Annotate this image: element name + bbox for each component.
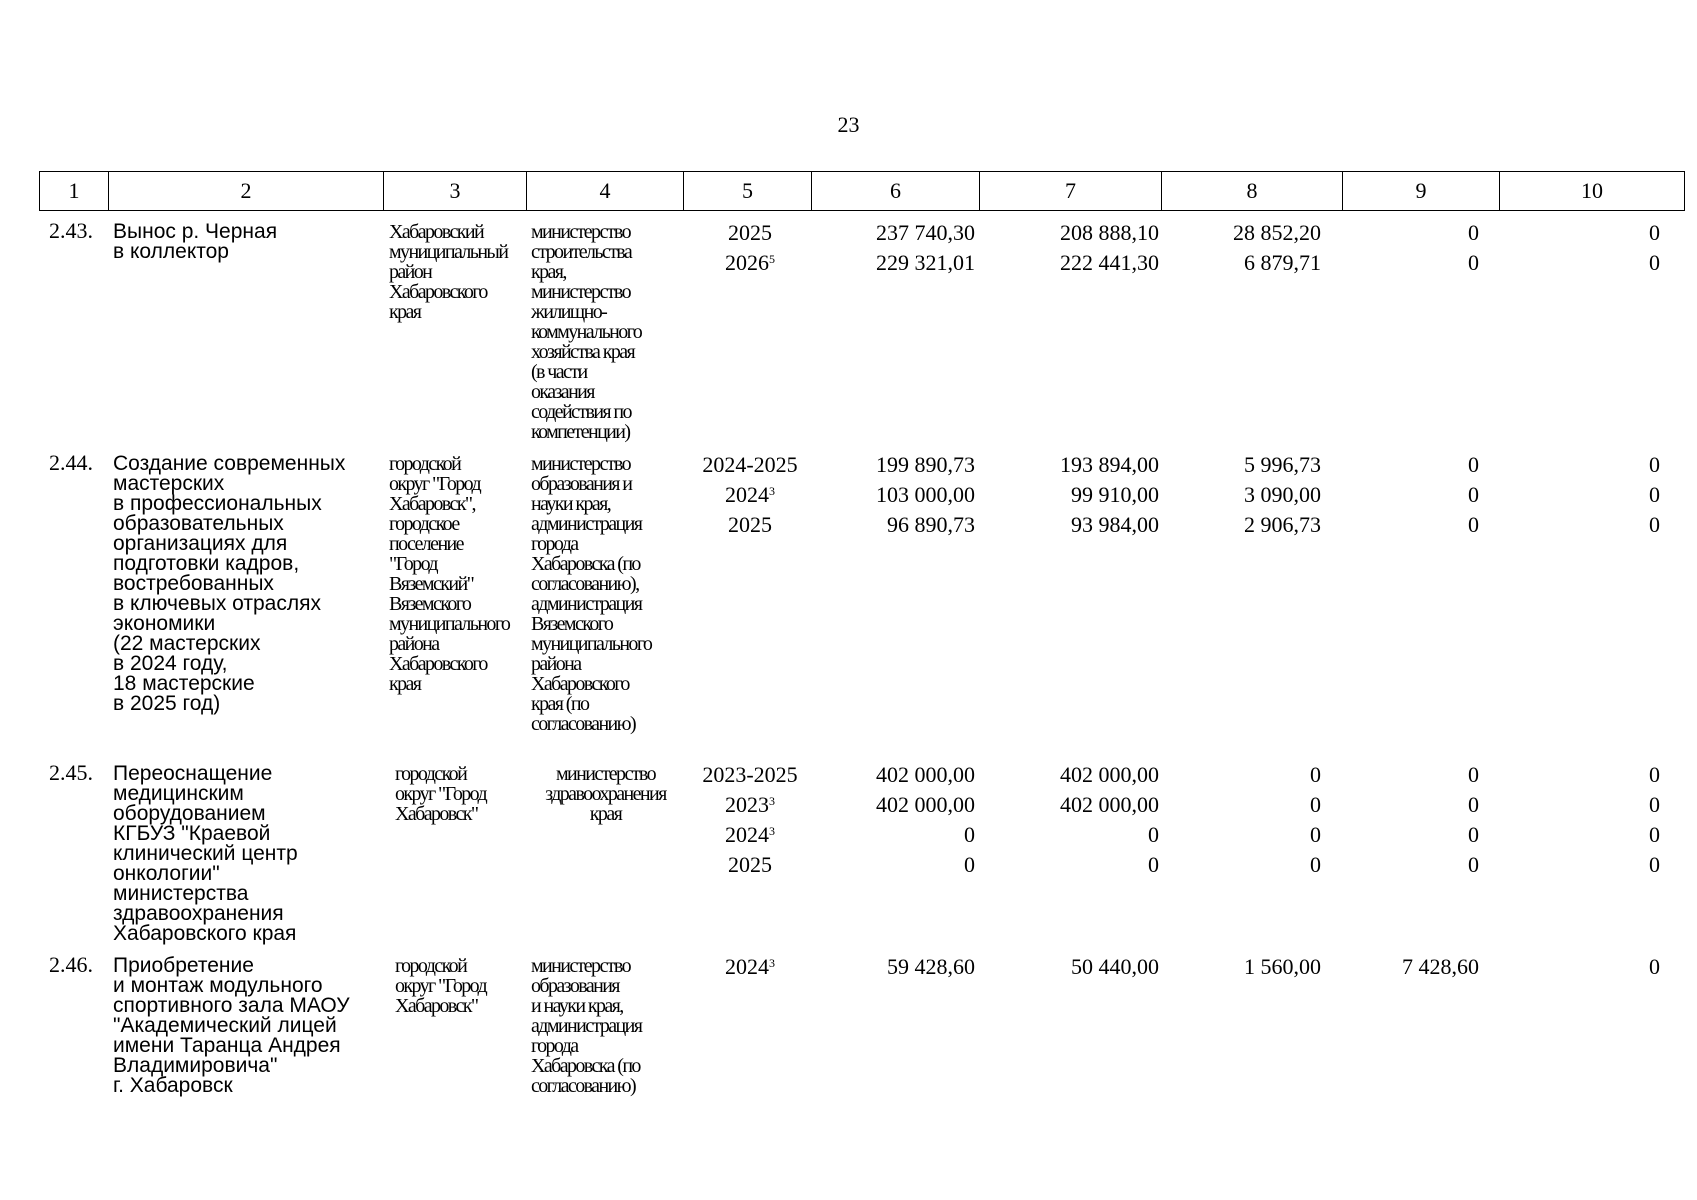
executor-line: администрация: [531, 1015, 642, 1037]
municipality-line: муниципального: [389, 613, 510, 635]
measure-name-line: Переоснащение: [113, 762, 273, 785]
year-cell: 2024$^3$: [725, 822, 775, 847]
measure-name-line: в профессиональных: [113, 492, 322, 515]
municipality-line: муниципальный: [389, 241, 508, 263]
measure-name-line: в 2025 год): [113, 692, 221, 715]
municipality-line: округ "Город: [389, 473, 481, 495]
year-cell: 2024$^3$: [725, 954, 775, 979]
value-cell: 222 441,30: [1060, 250, 1159, 275]
measure-name: [113, 222, 383, 262]
measure-name-line: спортивного зала МАОУ: [113, 994, 350, 1017]
executor-line: города: [531, 533, 578, 555]
municipality-line: округ "Город: [395, 783, 487, 805]
years-column: [683, 760, 817, 880]
measure-name-line: имени Таранца Андрея: [113, 1034, 341, 1057]
value-cell: 2 906,73: [1244, 512, 1321, 537]
column-header: 10: [1500, 172, 1685, 211]
executor-line: оказания: [531, 381, 594, 403]
value-col-8: [1160, 218, 1321, 278]
value-cell: 0: [1468, 792, 1479, 817]
measure-name-line: г. Хабаровск: [113, 1074, 233, 1097]
municipality-line: Хабаровск": [395, 803, 478, 825]
executor-line: министерство: [531, 453, 630, 475]
value-cell: 103 000,00: [876, 482, 975, 507]
value-col-7: [980, 218, 1159, 278]
year-cell: 2023-2025: [702, 762, 798, 787]
value-cell: 402 000,00: [1060, 762, 1159, 787]
municipality-line: края: [389, 301, 421, 323]
value-cell: 0: [1310, 792, 1321, 817]
measure-name-line: (22 мастерских: [113, 632, 261, 655]
measure-name-line: Хабаровского края: [113, 922, 297, 945]
years-column: [683, 218, 817, 278]
value-cell: 96 890,73: [887, 512, 975, 537]
executor-line: науки края,: [531, 493, 611, 515]
value-col-8: [1160, 760, 1321, 880]
value-cell: 402 000,00: [876, 762, 975, 787]
value-cell: 59 428,60: [887, 954, 975, 979]
executor-line: содействия по: [531, 401, 631, 423]
value-col-9: [1330, 952, 1479, 982]
value-cell: 199 890,73: [876, 452, 975, 477]
executor-line: края (по: [531, 693, 589, 715]
footnote-mark: 5: [769, 252, 775, 266]
value-cell: 193 894,00: [1060, 452, 1159, 477]
value-cell: 6 879,71: [1244, 250, 1321, 275]
value-col-7: [980, 760, 1159, 880]
years-column: [683, 952, 817, 982]
value-cell: 0: [1649, 762, 1660, 787]
municipality-line: края: [389, 673, 421, 695]
executor: [531, 454, 686, 734]
municipality-line: Хабаровск": [395, 995, 478, 1017]
value-col-6: [800, 218, 975, 278]
measure-name-line: Владимировича": [113, 1054, 278, 1077]
executor-line: Хабаровского: [531, 673, 629, 695]
executor-line: компетенции): [531, 421, 630, 443]
executor-line: администрация: [531, 513, 642, 535]
measure-name-line: Вынос р. Черная: [113, 220, 278, 243]
row-number: 2.45.: [49, 760, 93, 785]
value-col-9: [1330, 760, 1479, 880]
executor-line: Хабаровска (по: [531, 553, 640, 575]
municipality-line: Вяземский": [389, 573, 474, 595]
executor-line: согласованию): [531, 713, 636, 735]
municipality-line: район: [389, 261, 432, 283]
value-col-9: [1330, 450, 1479, 540]
value-cell: 402 000,00: [876, 792, 975, 817]
row-number: 2.46.: [49, 952, 93, 977]
measure-name-line: востребованных: [113, 572, 274, 595]
municipality-line: Хабаровский: [389, 221, 484, 243]
value-cell: 0: [1468, 250, 1479, 275]
column-header: 7: [980, 172, 1162, 211]
value-cell: 0: [1468, 852, 1479, 877]
year-cell: 2026$^5$: [725, 250, 775, 275]
municipality-line: Хабаровского: [389, 653, 487, 675]
footnote-mark: 3: [769, 794, 775, 808]
page-number: 23: [837, 112, 860, 137]
value-cell: 0: [1310, 852, 1321, 877]
measure-name-line: министерства: [113, 882, 249, 905]
executor-line: района: [531, 653, 581, 675]
measure-name: [113, 956, 383, 1096]
value-cell: 7 428,60: [1402, 954, 1479, 979]
value-cell: 402 000,00: [1060, 792, 1159, 817]
measure-name-line: "Академический лицей: [113, 1014, 337, 1037]
municipality: [395, 764, 535, 824]
column-header: 6: [812, 172, 980, 211]
measure-name-line: подготовки кадров,: [113, 552, 300, 575]
value-cell: 0: [1468, 452, 1479, 477]
value-cell: 0: [1649, 852, 1660, 877]
measure-name-line: Приобретение: [113, 954, 254, 977]
executor-line: хозяйства края: [531, 341, 635, 363]
column-header: 9: [1343, 172, 1500, 211]
value-col-10: [1490, 760, 1660, 880]
executor-line: строительства: [531, 241, 632, 263]
year-cell: 2025: [728, 512, 772, 537]
column-header: 2: [109, 172, 384, 211]
municipality-line: городской: [389, 453, 461, 475]
measure-name-line: экономики: [113, 612, 216, 635]
executor-line: здравоохранения: [545, 783, 666, 805]
value-col-8: [1160, 450, 1321, 540]
executor-line: образования: [531, 975, 619, 997]
value-cell: 0: [1649, 482, 1660, 507]
year-cell: 2025: [728, 852, 772, 877]
value-cell: 0: [1649, 220, 1660, 245]
municipality-line: поселение: [389, 533, 463, 555]
value-cell: 0: [1649, 792, 1660, 817]
value-cell: 0: [1148, 822, 1159, 847]
column-header-row: [39, 171, 1685, 211]
executor: [531, 956, 686, 1096]
value-cell: 50 440,00: [1071, 954, 1159, 979]
measure-name-line: онкологии": [113, 862, 220, 885]
year-cell: 2025: [728, 220, 772, 245]
value-cell: 0: [1649, 512, 1660, 537]
value-col-7: [980, 450, 1159, 540]
measure-name-line: Создание современных: [113, 452, 346, 475]
value-col-8: [1160, 952, 1321, 982]
value-cell: 0: [1310, 822, 1321, 847]
executor-line: (в части: [531, 361, 587, 383]
executor-line: министерство: [531, 955, 630, 977]
executor: [531, 222, 686, 442]
value-cell: 0: [1649, 250, 1660, 275]
measure-name-line: оборудованием: [113, 802, 266, 825]
year-cell: 2023$^3$: [725, 792, 775, 817]
year-cell: 2024$^3$: [725, 482, 775, 507]
executor-line: министерство: [556, 763, 655, 785]
value-cell: 0: [1468, 822, 1479, 847]
value-cell: 0: [1468, 220, 1479, 245]
column-header: 4: [527, 172, 684, 211]
value-col-6: [800, 450, 975, 540]
municipality-line: Хабаровск",: [389, 493, 475, 515]
municipality-line: "Город: [389, 553, 437, 575]
measure-name: [113, 764, 383, 944]
executor-line: жилищно-: [531, 301, 607, 323]
value-cell: 0: [1468, 762, 1479, 787]
executor-line: края: [589, 803, 622, 825]
value-cell: 0: [1649, 452, 1660, 477]
executor-line: Хабаровска (по: [531, 1055, 640, 1077]
value-cell: 99 910,00: [1071, 482, 1159, 507]
value-col-6: [800, 760, 975, 880]
measure-name-line: 18 мастерские: [113, 672, 255, 695]
measure-name-line: здравоохранения: [113, 902, 284, 925]
value-cell: 0: [1468, 512, 1479, 537]
measure-name-line: организациях для: [113, 532, 288, 555]
measure-name-line: образовательных: [113, 512, 284, 535]
executor-line: коммунального: [531, 321, 642, 343]
years-column: [683, 450, 817, 540]
executor-line: Вяземского: [531, 613, 613, 635]
municipality-line: городской: [395, 955, 467, 977]
executor-line: министерство: [531, 281, 630, 303]
executor-line: города: [531, 1035, 578, 1057]
value-col-10: [1490, 218, 1660, 278]
municipality-line: Хабаровского: [389, 281, 487, 303]
value-cell: 229 321,01: [876, 250, 975, 275]
value-cell: 93 984,00: [1071, 512, 1159, 537]
value-cell: 0: [1649, 954, 1660, 979]
value-col-6: [800, 952, 975, 982]
footnote-mark: 3: [769, 824, 775, 838]
municipality-line: городской: [395, 763, 467, 785]
value-cell: 0: [1468, 482, 1479, 507]
measure-name: [113, 454, 383, 714]
municipality: [389, 454, 529, 694]
value-col-10: [1490, 952, 1660, 982]
measure-name-line: мастерских: [113, 472, 225, 495]
value-col-7: [980, 952, 1159, 982]
executor-line: и науки края,: [531, 995, 623, 1017]
column-header: 5: [684, 172, 812, 211]
executor-line: министерство: [531, 221, 630, 243]
value-cell: 237 740,30: [876, 220, 975, 245]
municipality: [389, 222, 529, 322]
value-cell: 0: [1310, 762, 1321, 787]
executor: [528, 764, 683, 824]
measure-name-line: в ключевых отраслях: [113, 592, 321, 615]
footnote-mark: 3: [769, 484, 775, 498]
value-cell: 1 560,00: [1244, 954, 1321, 979]
value-cell: 0: [964, 822, 975, 847]
value-cell: 3 090,00: [1244, 482, 1321, 507]
measure-name-line: в коллектор: [113, 240, 229, 263]
executor-line: образования и: [531, 473, 632, 495]
measure-name-line: клинический центр: [113, 842, 298, 865]
year-cell: 2024-2025: [702, 452, 798, 477]
municipality-line: Вяземского: [389, 593, 471, 615]
column-header: 8: [1162, 172, 1343, 211]
row-number: 2.43.: [49, 218, 93, 243]
measure-name-line: медицинским: [113, 782, 244, 805]
measure-name-line: и монтаж модульного: [113, 974, 323, 997]
executor-line: муниципального: [531, 633, 652, 655]
value-col-9: [1330, 218, 1479, 278]
measure-name-line: в 2024 году,: [113, 652, 228, 675]
executor-line: согласованию): [531, 1075, 636, 1097]
column-header: 3: [384, 172, 527, 211]
value-cell: 0: [1649, 822, 1660, 847]
value-cell: 208 888,10: [1060, 220, 1159, 245]
executor-line: края,: [531, 261, 566, 283]
value-cell: 0: [964, 852, 975, 877]
value-col-10: [1490, 450, 1660, 540]
executor-line: согласованию),: [531, 573, 639, 595]
municipality: [395, 956, 535, 1016]
value-cell: 5 996,73: [1244, 452, 1321, 477]
municipality-line: округ "Город: [395, 975, 487, 997]
measure-name-line: КГБУЗ "Краевой: [113, 822, 271, 845]
footnote-mark: 3: [769, 956, 775, 970]
value-cell: 28 852,20: [1233, 220, 1321, 245]
row-number: 2.44.: [49, 450, 93, 475]
municipality-line: района: [389, 633, 439, 655]
value-cell: 0: [1148, 852, 1159, 877]
executor-line: администрация: [531, 593, 642, 615]
municipality-line: городское: [389, 513, 459, 535]
column-header: 1: [40, 172, 109, 211]
